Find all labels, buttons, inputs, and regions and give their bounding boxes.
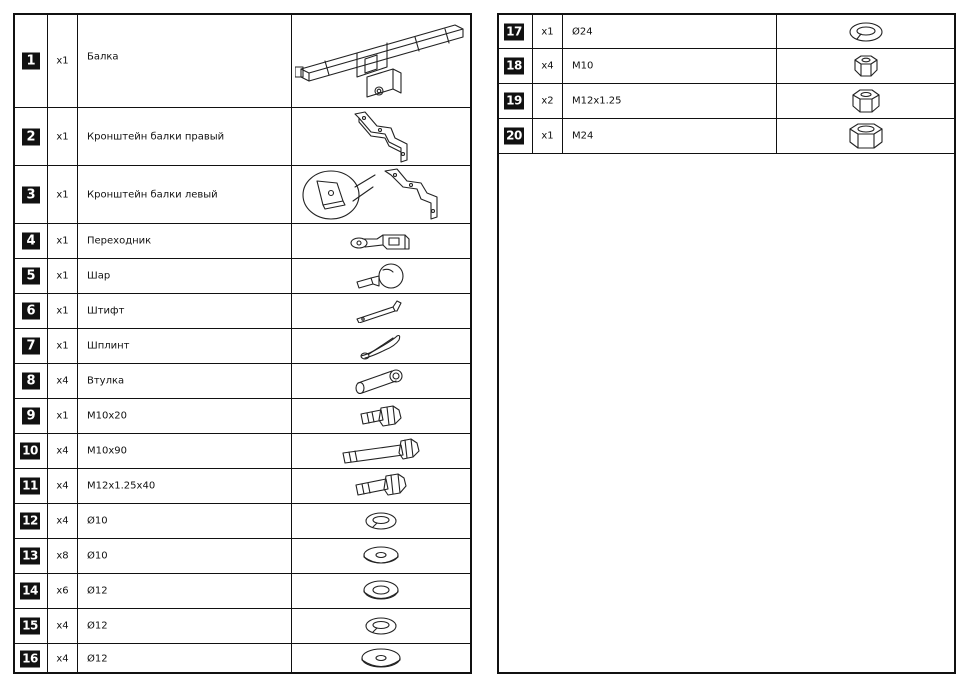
table-row — [15, 469, 470, 504]
part-number: 16 — [20, 651, 40, 668]
part-quantity: x1 — [56, 340, 69, 352]
part-quantity: x1 — [56, 235, 69, 247]
bushing-icon — [354, 367, 408, 395]
part-number: 3 — [22, 186, 40, 203]
part-name: Ø10 — [87, 515, 108, 527]
part-number: 14 — [20, 583, 40, 600]
part-number: 7 — [22, 338, 40, 355]
part-quantity: x1 — [541, 26, 554, 37]
spring-washer-icon — [847, 20, 885, 44]
large-hex-nut-icon — [846, 122, 886, 150]
medium-bolt-icon — [354, 473, 408, 499]
table-row — [15, 504, 470, 539]
parts-table-left — [13, 13, 472, 674]
table-row — [15, 166, 470, 224]
part-name: M10 — [572, 60, 594, 72]
part-quantity: x4 — [56, 653, 69, 665]
part-name: Ø12 — [87, 653, 108, 665]
part-quantity: x1 — [56, 410, 69, 422]
part-number: 8 — [22, 373, 40, 390]
left-bracket-icon — [301, 167, 461, 223]
flat-washer-icon — [361, 545, 401, 567]
part-quantity: x1 — [541, 130, 554, 142]
tow-bar-beam-icon — [295, 17, 467, 105]
part-name: Ø12 — [87, 620, 108, 632]
table-row — [15, 574, 470, 609]
part-name: M10x20 — [87, 410, 127, 422]
short-bolt-icon — [359, 404, 403, 428]
long-bolt-icon — [341, 437, 421, 465]
part-number: 9 — [22, 408, 40, 425]
part-number: 5 — [22, 268, 40, 285]
part-quantity: x8 — [56, 550, 69, 562]
hex-nut-icon — [849, 88, 883, 114]
part-name: Балка — [87, 51, 119, 63]
part-quantity: x6 — [56, 585, 69, 597]
part-name: Переходник — [87, 235, 152, 247]
wide-washer-icon — [359, 647, 403, 671]
table-row — [15, 644, 470, 674]
part-number: 19 — [504, 93, 524, 110]
part-name: Шплинт — [87, 340, 130, 352]
hex-nut-icon — [851, 54, 881, 78]
part-number: 12 — [20, 513, 40, 530]
tow-ball-icon — [355, 262, 407, 290]
table-row — [15, 15, 470, 108]
part-name: M12x1.25 — [572, 95, 622, 107]
right-bracket-icon — [351, 110, 411, 164]
part-quantity: x4 — [56, 515, 69, 527]
part-quantity: x1 — [56, 270, 69, 282]
table-row — [15, 399, 470, 434]
part-name: Кронштейн балки правый — [87, 131, 225, 142]
part-name: M10x90 — [87, 445, 127, 457]
part-quantity: x4 — [56, 620, 69, 632]
part-number: 15 — [20, 618, 40, 635]
table-row — [15, 108, 470, 166]
part-name: Кронштейн балки левый — [87, 189, 218, 200]
table-row — [499, 15, 954, 49]
part-quantity: x4 — [56, 375, 69, 387]
table-row — [15, 364, 470, 399]
part-name: Ø24 — [572, 26, 593, 37]
parts-table-right — [497, 13, 956, 674]
part-name: Втулка — [87, 375, 125, 387]
part-number: 11 — [20, 478, 40, 495]
table-row — [15, 259, 470, 294]
table-row — [15, 539, 470, 574]
part-number: 13 — [20, 548, 40, 565]
part-quantity: x1 — [56, 55, 69, 67]
table-row — [15, 224, 470, 259]
table-row — [499, 119, 954, 154]
table-row — [15, 434, 470, 469]
part-number: 10 — [20, 443, 40, 460]
table-row — [499, 49, 954, 84]
part-name: Шар — [87, 270, 111, 282]
part-name: M24 — [572, 130, 594, 142]
part-number: 4 — [22, 233, 40, 250]
flat-washer-icon — [361, 579, 401, 603]
part-quantity: x1 — [56, 189, 69, 200]
part-quantity: x1 — [56, 131, 69, 142]
spring-washer-icon — [363, 615, 399, 637]
part-number: 6 — [22, 303, 40, 320]
part-quantity: x4 — [56, 480, 69, 492]
part-name: Ø10 — [87, 550, 108, 562]
adapter-icon — [349, 229, 413, 253]
table-row — [15, 294, 470, 329]
cotter-pin-icon — [359, 332, 403, 360]
part-number: 20 — [504, 128, 524, 145]
part-quantity: x4 — [541, 60, 554, 72]
part-name: Ø12 — [87, 585, 108, 597]
part-quantity: x4 — [56, 445, 69, 457]
part-number: 1 — [22, 53, 40, 70]
table-row — [15, 329, 470, 364]
part-number: 17 — [504, 23, 524, 40]
part-number: 18 — [504, 58, 524, 75]
part-quantity: x2 — [541, 95, 554, 107]
table-row — [499, 84, 954, 119]
part-quantity: x1 — [56, 305, 69, 317]
pin-icon — [355, 299, 407, 323]
part-name: M12x1.25x40 — [87, 480, 156, 492]
spring-washer-icon — [363, 510, 399, 532]
part-number: 2 — [22, 128, 40, 145]
table-row — [15, 609, 470, 644]
part-name: Штифт — [87, 305, 125, 317]
